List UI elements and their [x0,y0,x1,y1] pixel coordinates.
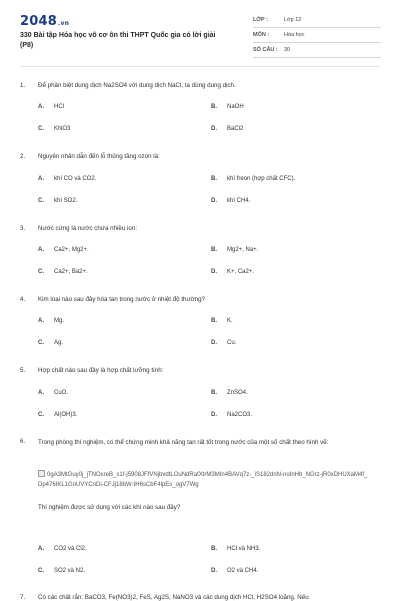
meta-class-row [253,14,381,28]
option-text: SO2 và N2. [54,568,86,574]
image-alt-text: 0gA3MtGuy0j_jTNOxreB_s1f-j5908JFfVNjbvdtLOuNdRafXtrM3MIn4BAVq7z-_iS182dnN-noInHb_NGrz-jR0xDHUXaM4f_Dp476IKL1GoUVYCnDi-CFJj18bW-tH6sCbF4lpEs_ogV7Wg [38,472,368,488]
option-text: HCl [54,104,64,110]
q1-option-b[interactable] [211,104,244,110]
q1-option-d[interactable] [211,126,243,132]
logo-suffix: .vn [57,20,70,27]
q3-option-a[interactable] [38,247,89,253]
header-divider [20,66,380,67]
option-key: D. [211,568,217,574]
option-text: khí SO2. [54,198,78,204]
q6-option-a[interactable] [38,546,87,552]
question-number: 1. [20,82,26,89]
option-key: B. [211,104,217,110]
option-key: B. [211,176,217,182]
option-text: Cu. [227,340,237,346]
meta-subject-row [253,29,381,43]
option-text: khí CH4. [227,198,251,204]
meta-count-label: SỐ CÂU : [253,47,278,53]
question-number: 4. [20,296,26,303]
option-text: khí freon (hợp chất CFC). [227,176,296,182]
option-key: A. [38,104,44,110]
question-number: 3. [20,225,26,232]
question-number: 6. [20,438,26,445]
option-text: KNO3 [54,126,71,132]
option-key: D. [211,269,217,275]
q2-option-a[interactable] [38,176,96,182]
option-key: C. [38,198,44,204]
meta-subject-value: Hóa học [284,32,305,38]
q5-option-d[interactable] [211,412,252,418]
q3-option-c[interactable] [38,269,88,275]
option-key: C. [38,568,44,574]
broken-image-icon [38,470,45,477]
option-key: B. [211,546,217,552]
option-key: C. [38,126,44,132]
option-text: HCl và NH3. [227,546,261,552]
question-number: 5. [20,367,26,374]
question-text: Trong phòng thí nghiệm, có thể chứng minh khả năng tan rất tốt trong nước của một số chất theo hình vẽ: [38,439,329,446]
q6-option-b[interactable] [211,546,260,552]
question-text: Nguyên nhân dẫn đến lỗ thủng tầng ozon là: [38,153,160,160]
option-text: K+, Ca2+. [227,269,255,275]
option-key: A. [38,318,44,324]
q4-option-c[interactable] [38,340,63,346]
option-text: BaCl2 [227,126,244,132]
question-text: Để phân biệt dung dịch Na2SO4 với dung dịch NaCl, ta dùng dung dịch. [38,82,236,89]
option-text: CuO. [54,390,69,396]
meta-class-value: Lớp 12 [284,17,302,23]
option-text: Mg2+, Na+. [227,247,259,253]
question-6-subtext: Thí nghiệm được sử dụng với các khí nào sau đây? [38,504,181,511]
option-text: K. [227,318,233,324]
option-key: D. [211,340,217,346]
option-text: Ca2+, Mg2+. [54,247,89,253]
option-text: Ag. [54,340,64,346]
option-key: A. [38,176,44,182]
option-text: NaOH [227,104,244,110]
meta-class-label: LỚP : [253,17,268,23]
option-key: B. [211,247,217,253]
option-text: khí CO và CO2. [54,176,97,182]
option-key: C. [38,412,44,418]
option-text: Na2CO3. [227,412,253,418]
option-key: D. [211,126,217,132]
option-text: Mg. [54,318,65,324]
q1-option-c[interactable] [38,126,70,132]
question-text: Kim loại nào sau đây hòa tan trong nước ở nhiệt độ thường? [38,296,205,303]
q2-option-c[interactable] [38,198,77,204]
option-key: D. [211,412,217,418]
q4-option-d[interactable] [211,340,236,346]
option-key: B. [211,390,217,396]
meta-count-row [253,44,381,58]
question-number: 2. [20,153,26,160]
site-logo[interactable] [20,14,69,29]
option-key: B. [211,318,217,324]
broken-image [38,470,368,490]
q4-option-a[interactable] [38,318,64,324]
option-text: Ca2+, Ba2+. [54,269,88,275]
page-header [0,0,400,66]
option-text: Al(OH)3. [54,412,78,418]
q1-option-a[interactable] [38,104,64,110]
option-key: A. [38,247,44,253]
option-text: CO2 và Cl2. [54,546,87,552]
q5-option-c[interactable] [38,412,77,418]
option-text: ZnSO4. [227,390,248,396]
q3-option-d[interactable] [211,269,254,275]
question-text: Nước cứng là nước chứa nhiều ion: [38,225,137,232]
option-key: C. [38,269,44,275]
option-key: D. [211,198,217,204]
meta-count-value: 30 [284,47,291,53]
q6-option-d[interactable] [211,568,258,574]
q2-option-d[interactable] [211,198,250,204]
q5-option-b[interactable] [211,390,248,396]
q4-option-b[interactable] [211,318,233,324]
meta-subject-label: MÔN : [253,32,270,38]
question-text: Có các chất rắn: BaCO3, Fe(NO3)2, FeS, Ag2S, NaNO3 và các dung dịch HCl, H2SO4 loãng. Nếu [38,594,309,601]
question-number: 7. [20,594,26,601]
page-title: 330 Bài tập Hóa học vô cơ ôn thi THPT Quốc gia có lời giải (P8) [20,32,216,49]
option-key: A. [38,546,44,552]
q6-option-c[interactable] [38,568,85,574]
q5-option-a[interactable] [38,390,68,396]
option-text: O2 và CH4. [227,568,259,574]
logo-text: 2048 [20,14,57,29]
q3-option-b[interactable] [211,247,258,253]
q2-option-b[interactable] [211,176,295,182]
option-key: A. [38,390,44,396]
option-key: C. [38,340,44,346]
question-text: Hợp chất nào sau đây là hợp chất lưỡng tính: [38,367,164,374]
